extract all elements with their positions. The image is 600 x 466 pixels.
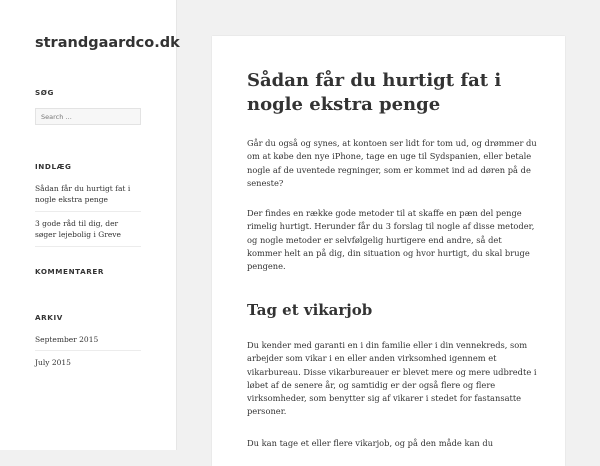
recent-post-link[interactable]: Sådan får du hurtigt fat i nogle ekstra penge [35, 181, 141, 212]
recent-posts-list [35, 181, 141, 251]
site-title[interactable]: strandgaardco.dk [35, 35, 180, 51]
article-title: Sådan får du hurtigt fat i nogle ekstra penge [247, 70, 502, 115]
article-paragraph-3: Du kender med garanti en i din familie eller i din vennekreds, som arbejder som vikar i en eller anden virksomhed igennem et vikarbureau. Disse vikarbureauer er blevet mere og mere udbredte i løbet af de senere år, og samtidig er der også flere og flere virksomheder, som benytter sig af vikarer i stedet for fastansatte personer. [247, 340, 537, 417]
article-paragraph-4: Du kan tage et eller flere vikarjob, og på den måde kan du [247, 438, 494, 448]
posts-widget-title: INDLÆG [35, 162, 72, 171]
archive-link-september-2015[interactable]: September 2015 [35, 332, 141, 351]
archive-list [35, 332, 141, 377]
comments-widget-title: KOMMENTARER [35, 267, 105, 276]
archive-widget-title: ARKIV [35, 313, 63, 322]
article-paragraph-1: Går du også og synes, at kontoen ser lidt for tom ud, og drømmer du om at købe den nye iPhone, tage en uge til Sydspanien, eller betale nogle af de uventede regninger, som er kommet ind ad døren på de seneste? [247, 138, 537, 188]
sidebar [0, 0, 180, 450]
search-widget-title: SØG [35, 88, 54, 97]
article-card [212, 36, 565, 466]
archive-link-july-2015[interactable]: July 2015 [35, 358, 71, 367]
recent-post-link[interactable]: 3 gode råd til dig, der søger lejebolig i Greve [35, 216, 141, 247]
search-input[interactable] [35, 108, 141, 125]
article-paragraph-2: Der findes en række gode metoder til at skaffe en pæn del penge rimelig hurtigt. Herunder får du 3 forslag til nogle af disse metoder, og nogle metoder er selvfølgelig hurtigere end andre, så det kommer helt an på dig, din situation og hvor hurtigt, du skal bruge pengene. [247, 208, 535, 272]
section-heading: Tag et vikarjob [247, 301, 373, 319]
